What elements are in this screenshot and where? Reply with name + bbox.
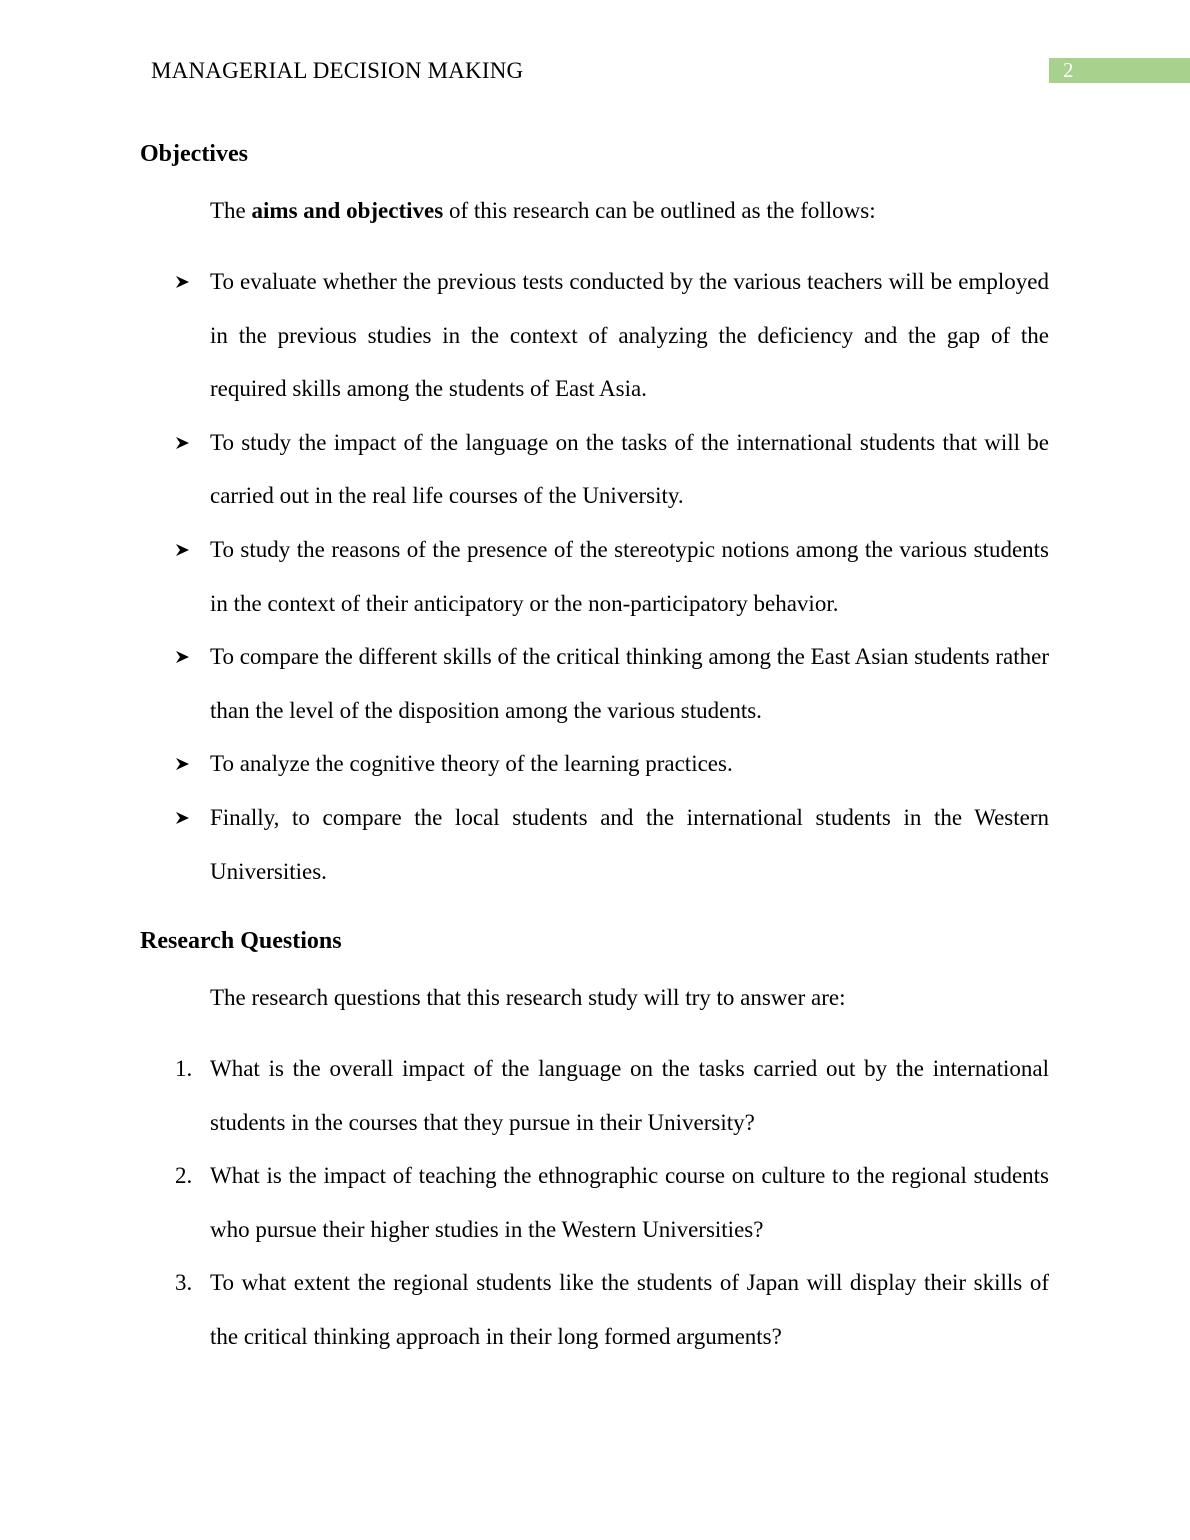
question-item bbox=[175, 1256, 1049, 1363]
arrowhead-bullet-icon bbox=[175, 737, 210, 791]
objectives-heading: Objectives bbox=[140, 141, 248, 167]
objective-text: To analyze the cognitive theory of the learning practices. bbox=[210, 751, 733, 777]
question-text: To what extent the regional students like the students of Japan will display their skills of the critical thinking approach in their long formed arguments? bbox=[210, 1270, 1049, 1349]
arrowhead-bullet-icon bbox=[175, 416, 210, 470]
objective-item bbox=[175, 630, 1049, 737]
question-number: 1. bbox=[175, 1056, 193, 1081]
objective-item bbox=[175, 791, 1049, 898]
arrowhead-bullet-icon bbox=[175, 523, 210, 577]
page-number: 2 bbox=[1063, 58, 1074, 82]
objectives-list bbox=[175, 255, 1049, 898]
running-header-title: MANAGERIAL DECISION MAKING bbox=[151, 58, 524, 83]
question-text: What is the overall impact of the language on the tasks carried out by the international students in the courses that they pursue in their University? bbox=[210, 1056, 1049, 1135]
objective-item bbox=[175, 416, 1049, 523]
objective-text: To evaluate whether the previous tests conducted by the various teachers will be employed in the previous studies in the context of analyzing the deficiency and the gap of the required skills among the students of East Asia. bbox=[210, 269, 1049, 402]
objective-text: Finally, to compare the local students and the international students in the Western Universities. bbox=[210, 804, 1049, 884]
objective-text: To study the reasons of the presence of the stereotypic notions among the various students in the context of their anticipatory or the non-participatory behavior. bbox=[210, 536, 1049, 616]
objectives-intro-bold: aims and objectives bbox=[251, 198, 444, 223]
objective-item bbox=[175, 523, 1049, 630]
question-item bbox=[175, 1042, 1049, 1149]
question-number: 3. bbox=[175, 1270, 193, 1296]
page-number-box bbox=[1049, 58, 1190, 83]
objective-text: To study the impact of the language on the tasks of the international students that will be carried out in the real life courses of the University. bbox=[210, 429, 1049, 509]
arrowhead-bullet-icon bbox=[175, 630, 210, 684]
objective-item bbox=[175, 255, 1049, 416]
objective-text: To compare the different skills of the critical thinking among the East Asian students rather than the level of the disposition among the various students. bbox=[210, 644, 1049, 723]
research-questions-list bbox=[175, 1042, 1049, 1364]
research-questions-intro: The research questions that this research study will try to answer are: bbox=[210, 985, 846, 1010]
objectives-intro bbox=[210, 198, 876, 224]
question-item bbox=[175, 1149, 1049, 1256]
arrowhead-bullet-icon bbox=[175, 255, 210, 309]
objectives-intro-after: of this research can be outlined as the follows: bbox=[443, 198, 876, 223]
question-text: What is the impact of teaching the ethnographic course on culture to the regional students who pursue their higher studies in the Western Universities? bbox=[210, 1163, 1049, 1242]
question-number: 2. bbox=[175, 1163, 193, 1189]
arrowhead-bullet-icon bbox=[175, 791, 210, 845]
objective-item bbox=[175, 737, 1049, 791]
research-questions-heading: Research Questions bbox=[140, 928, 342, 954]
objectives-intro-before: The bbox=[210, 198, 252, 223]
